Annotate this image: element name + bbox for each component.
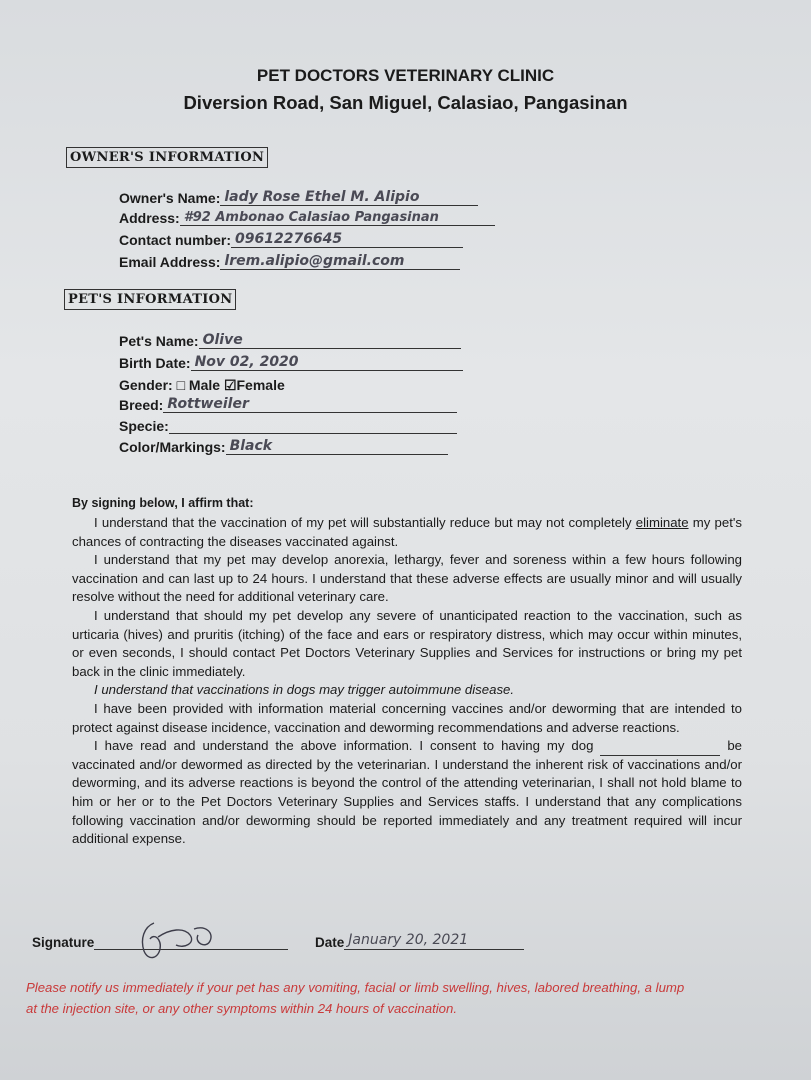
red-notice: Please notify us immediately if your pet has any vomiting, facial or limb swelling, hives, labored breathing, a lump at the injection site, or any other symptoms within 24 hours of vaccination.: [26, 980, 685, 1016]
owner-name-row: [119, 190, 478, 206]
pet-section-title: PET'S INFORMATION: [64, 289, 236, 310]
owner-contact-label: Contact number:: [119, 232, 231, 248]
owner-address-field[interactable]: [180, 210, 495, 226]
pet-specie-row: [119, 418, 457, 434]
pet-name-field[interactable]: [199, 333, 461, 349]
owner-address-value: #92 Ambonao Calasiao Pangasinan: [183, 210, 439, 225]
clinic-address: Diversion Road, San Miguel, Calasiao, Pangasinan: [183, 92, 628, 113]
signature-label: Signature: [32, 935, 95, 950]
gender-female-checkbox[interactable]: ☑Female: [223, 377, 285, 393]
owner-contact-field[interactable]: [231, 232, 463, 248]
owner-email-value: lrem.alipio@gmail.com: [224, 253, 405, 269]
pet-breed-label: Breed:: [119, 397, 164, 413]
pet-color-value: Black: [229, 438, 273, 454]
owner-address-row: [119, 210, 495, 226]
pet-birth-row: [119, 355, 463, 371]
owner-email-label: Email Address:: [119, 254, 221, 270]
clinic-name: PET DOCTORS VETERINARY CLINIC: [256, 66, 555, 85]
pet-color-field[interactable]: [226, 439, 448, 455]
eliminate-word: eliminate: [635, 515, 689, 530]
pet-breed-field[interactable]: [163, 397, 457, 413]
owner-contact-value: 09612276645: [235, 231, 343, 247]
signature-row: [32, 935, 288, 950]
pet-gender-label: Gender:: [119, 377, 173, 393]
affirm-paragraph-2: I understand that my pet may develop anorexia, lethargy, fever and soreness within a few hours following vaccination and can last up to 24 hours. I understand that these adverse effects are usually minor and will usually resolve without the need for additional veterinary care.: [72, 552, 742, 605]
owner-address-label: Address:: [119, 210, 180, 226]
pet-gender-row: [119, 377, 285, 394]
pet-birth-value: Nov 02, 2020: [194, 354, 299, 370]
affirm-paragraph-1: I understand that the vaccination of my pet will substantially reduce but may not completely eliminate my pet's chances of contracting the diseases vaccinated against.: [72, 515, 742, 549]
pet-color-row: [119, 439, 448, 455]
gender-male-checkbox[interactable]: □ Male: [176, 377, 221, 393]
affirm-paragraph-6: I have read and understand the above information. I consent to having my dog be vaccinated and/or dewormed as directed by the veterinarian. I understand the inherent risk of vaccinations and/or deworming, and its adverse reactions is beyond the control of the attending veterinarian, I shall not hold blame to him or her or to the Pet Doctors Veterinary Supplies and Services staffs. I understand that any complications following vaccination and/or deworming should be reported immediately and any treatment required will incur additional expense.: [72, 738, 742, 847]
date-value: January 20, 2021: [348, 932, 469, 948]
date-label: Date: [315, 935, 345, 950]
pet-color-label: Color/Markings:: [119, 439, 226, 455]
pet-name-value: Olive: [202, 332, 243, 348]
pet-breed-value: Rottweiler: [167, 396, 249, 412]
dog-name-blank[interactable]: [600, 743, 720, 756]
owner-name-value: lady Rose Ethel M. Alipio: [224, 189, 420, 205]
owner-name-field[interactable]: [220, 190, 478, 206]
pet-birth-field[interactable]: [191, 355, 463, 371]
pet-specie-label: Specie:: [119, 418, 169, 434]
affirm-body: [72, 514, 742, 849]
handwritten-signature: [114, 919, 234, 963]
affirm-heading: By signing below, I affirm that:: [72, 496, 254, 510]
pet-breed-row: [119, 397, 457, 413]
signature-field[interactable]: [94, 935, 288, 950]
affirm-paragraph-3: I understand that should my pet develop any severe of unanticipated reaction to the vaccination, such as urticaria (hives) and pruritis (itching) of the face and ears or respiratory distress, which may occur within minutes, or even seconds, I should contact Pet Doctors Veterinary Supplies and Services for instructions or bring my pet back in the clinic immediately.: [72, 607, 742, 679]
pet-name-label: Pet's Name:: [119, 333, 199, 349]
affirm-paragraph-5: I have been provided with information material concerning vaccines and/or deworming that are intended to protect against disease incidence, vaccination and deworming recommendations and adverse reactions.: [72, 700, 742, 735]
owner-section-title: OWNER'S INFORMATION: [66, 147, 268, 168]
pet-name-row: [119, 333, 461, 349]
owner-contact-row: [119, 232, 463, 248]
pet-specie-field[interactable]: [169, 418, 457, 434]
date-row: [315, 932, 524, 950]
date-field[interactable]: [344, 932, 524, 950]
affirm-paragraph-4: I understand that vaccinations in dogs may trigger autoimmune disease.: [94, 682, 515, 698]
owner-email-row: [119, 254, 460, 270]
owner-email-field[interactable]: [220, 254, 460, 270]
pet-birth-label: Birth Date:: [119, 355, 191, 371]
owner-name-label: Owner's Name:: [119, 190, 221, 206]
